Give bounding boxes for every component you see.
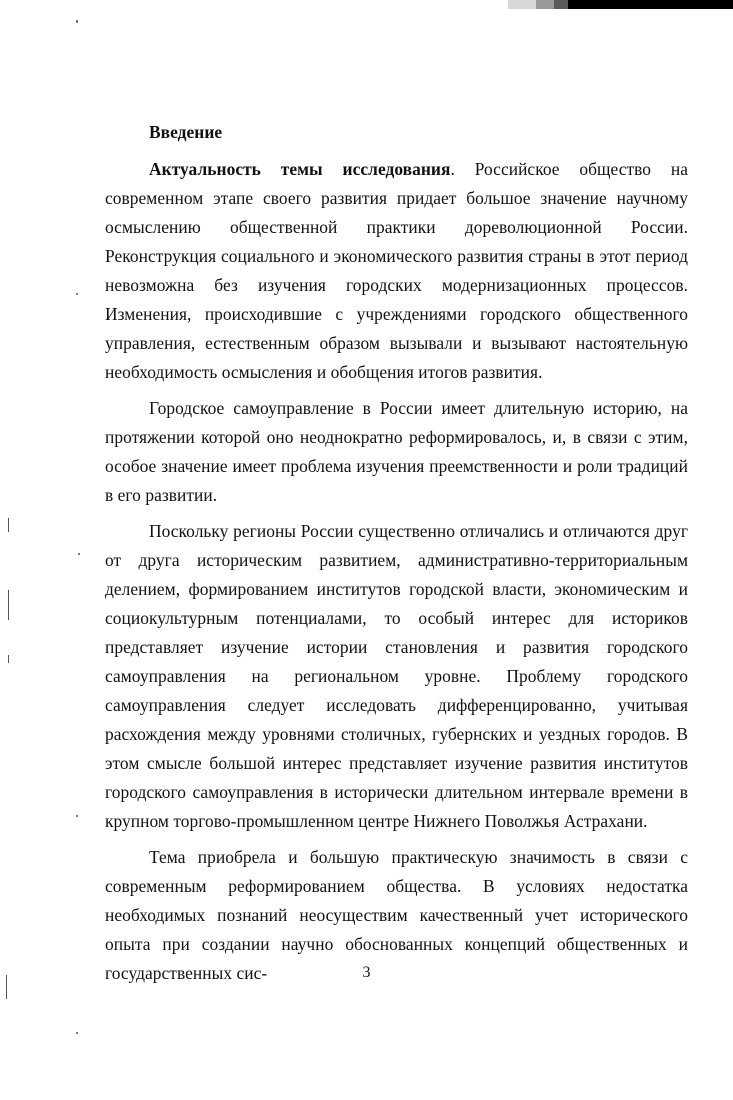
scan-speck	[76, 293, 78, 295]
scan-bar-segment	[554, 0, 568, 9]
paragraph-practical: Тема приобрела и большую практическую значимость в связи с современным реформированием общества. В условиях недостатка необходимых познаний неосуществим качественный учет исторического опыта при создании научно обоснованных концепций общественных и государственных сис-	[105, 847, 688, 983]
scan-edge-bar	[508, 0, 733, 9]
scan-bar-segment	[508, 0, 536, 9]
scan-speck	[76, 1032, 78, 1034]
scan-bar-segment	[568, 0, 733, 9]
page-number: 3	[362, 964, 371, 981]
scan-bar-segment	[536, 0, 554, 9]
paragraph-regions: Поскольку регионы России существенно отличались и отличаются друг от друга историческим развитием, административно-территориальным делением, формированием институтов городской власти, экономическим и социокультурным потенциалами, то особый интерес для историков представляет изучение истории становления и развития городского самоуправления на региональном уровне. Проблему городского самоуправления следует исследовать дифференцированно, учитывая расхождения между уровнями столичных, губернских и уездных городов. В этом смысле большой интерес представляет изучение развития институтов городского самоуправления в исторически длительном интервале времени в крупном торгово-промышленном центре Нижнего Поволжья Астрахани.	[105, 521, 688, 831]
document-page	[105, 118, 688, 995]
paragraph-text: . Российское общество на современном этапе своего развития придает большое значение научному осмыслению общественной практики дореволюционной России. Реконструкция социального и экономического развития страны в этот период невозможна без изучения городских модернизационных процессов. Изменения, происходившие с учреждениями городского общественного управления, естественным образом вызывали и вызывают настоятельную необходимость осмысления и обобщения итогов развития.	[105, 159, 688, 382]
paragraph-history: Городское самоуправление в России имеет длительную историю, на протяжении которой оно неоднократно реформировалось, и, в связи с этим, особое значение имеет проблема изучения преемственности и роли традиций в его развитии.	[105, 398, 688, 505]
scan-speck	[8, 655, 9, 663]
scan-speck	[76, 815, 78, 817]
scan-speck	[8, 518, 9, 532]
scan-speck	[76, 20, 78, 23]
section-heading: Введение	[149, 122, 223, 142]
paragraph-lead: Актуальность темы исследования	[149, 159, 451, 179]
scan-speck	[8, 590, 9, 620]
scan-speck	[78, 553, 80, 555]
paragraph-relevance	[105, 155, 688, 387]
